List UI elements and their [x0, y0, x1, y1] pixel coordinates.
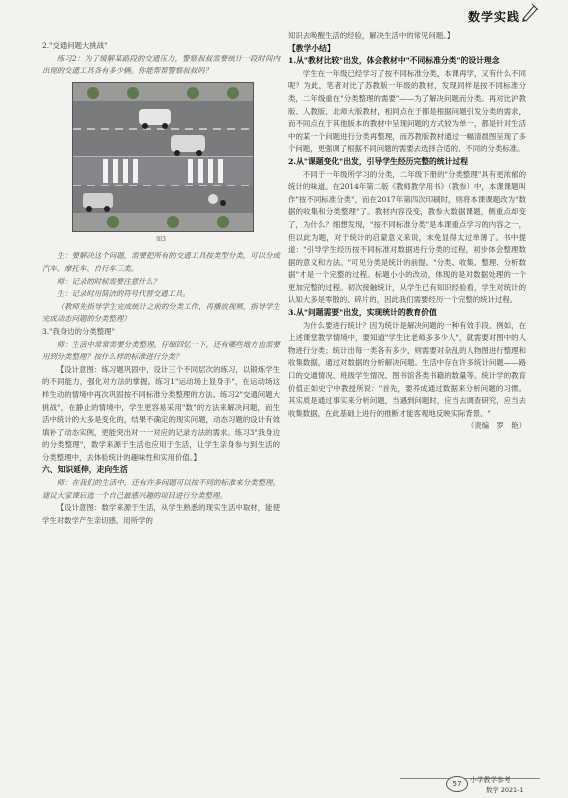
summary-point-1-text: 学生在一年级已经学习了按不同标准分类，本课再学，又有什么不同呢？为此，笔者对比了苏教版一年级的教材，发现同样是按不同标准分类，二年级重在"分类整理的需要"——为了解决问题而分类。再对比沪教版、人教版、北师大版教材，相同点在于都是根据问题引发分类的需求，而不同点在于其他版本的教材中呈现问题的方式较为单一，都是针对生活中的某一个问题进行分类再整理，而苏教版教材通过一幅清晨图呈现了多个问题，更强调了根据不同问题的需要去选择合适的、不同的分类标准。: [288, 68, 526, 154]
student-answer-1: 生：要解决这个问题，需要把所有的交通工具按类型分类，可以分成汽车、摩托车、自行车三类。: [42, 251, 280, 273]
exercise-2-title: 2."交通问题大挑战": [42, 41, 108, 50]
exercise-3-text: 师：生活中常常需要分类整理。仔细回忆一下，还有哪些地方也需要用到分类整理？按什么样的标准进行分类？: [42, 339, 280, 362]
summary-heading: 【教学小结】: [288, 43, 335, 53]
teacher-note: （教师先指导学生完成统计之前的分类工作，再播放视频，指导学生完成动态问题的分类整理）: [42, 301, 280, 324]
journal-issue: 数学 2021-1: [486, 786, 524, 794]
teacher-question: 师：记录的时候需要注意什么？: [56, 276, 161, 286]
editor-credit: （责编 罗 艳）: [466, 421, 526, 431]
exercise-2-text: 练习2：为了缓解某路段的交通压力，警察叔叔需要统计一段时间内出现的交通工具各有多少辆。你能帮帮警察叔叔吗？: [42, 53, 280, 76]
section-six-heading: 六、知识延伸，走向生活: [42, 465, 128, 475]
section-six-text: 师：在我们的生活中，还有许多问题可以按不同的标准来分类整理。建议大家课后选一个自己最感兴趣的项目进行分类整理。: [42, 478, 280, 500]
figure-3-traffic-image: [72, 82, 254, 232]
design-intent-2: 【设计意图：数学来源于生活，从学生熟悉的现实生活中取材，能使学生对数学产生亲切感，用所学的: [42, 503, 280, 525]
student-answer-2: 生：记录时用简洁的符号代替交通工具。: [56, 289, 190, 299]
journal-name: 小学教学参考: [470, 776, 511, 784]
left-column: [42, 40, 280, 527]
right-column: [288, 30, 526, 433]
summary-point-2-heading: 2.从"课题变化"出发，引导学生经历完整的统计过程: [288, 156, 468, 166]
page-footer: [0, 770, 568, 798]
continued-text: 知识去唤醒生活的经验，解决生活中的常见问题。】: [288, 31, 455, 40]
design-intent-1: 【设计意图：练习题巩固中，设计三个不同层次的练习，以锻炼学生的不同能力，强化对方法的掌握。练习1"运动场上显身手"，在运动场这样生动的情境中再次巩固按不同标准分类整理的方法。练习2"交通问题大挑战"，在静止的情境中，学生更容易采用"数"的方法来解决问题，而生活中统计的大多是变化的，结果不确定的现实问题，动态习题的设计有效填补了动态实例，更能突出对一一对应的记录方法的需求。练习3"我身边的分类整理"，数学来源于生活也应用于生活，让学生亲身参与到生活的分类整理中，去体验统计的趣味性和实用价值。】: [42, 364, 280, 462]
figure-caption: 图3: [156, 235, 166, 243]
page-number: 57: [446, 776, 468, 792]
pencil-icon: [520, 2, 540, 22]
exercise-3-title: 3."我身边的分类整理": [42, 326, 115, 336]
summary-point-3-text: 为什么要进行统计？因为统计是解决问题的一种有效手段。例如，在上述课堂教学情境中，要知道"学生比老师多多少人"，就需要对图中的人物进行分类；统计出每一类各有多少，则需要对杂乱的人物图进行整理和收集数据，通过对数据的分析解决问题。生活中存在许多统计问题——路口的交通情况、班级学生情况、图书馆各类书籍的数量等。统计学的教育价值正如史宁中教授所说："首先，要养成通过数据来分析问题的习惯。其实质是通过事实来分析问题，当遇到问题时，应当去调查研究，应当去收集数据，在此基础上进行的推断才能客观地反映实际背景。": [288, 320, 526, 418]
summary-point-2-text: 不同于一年级所学习的分类，二年级下册的"分类整理"具有更浓郁的统计的味道。在2014年第二版《教师教学用书》（教参）中，本课课题叫作"按不同标准分类"，而在2017年第四次印刷时，则将本课课题改为"数据的收集和分类整理"了。教材内容没变，教参大数据课题，侧重点却变了，为什么？细想发现，"按不同标准分类"是本课重点学习的内容之一，但以此为题，对于统计的启蒙意义来说，未免显得太过单薄了。书中提道："引导学生经历按不同标准对数据进行分类的过程，初步体会整理数据的意义和方法。"可见分类是统计的前提。"分类、收集、整理、分析数据"才是一个完整的过程。标题小小的改动，体现的是对数据处理的一个更加完整的过程。初次接触统计，从学生已有知识经验看，学生对统计的认知大多是零散的、碎片的，因此我们需要经历一个完整的统计过程。: [288, 169, 526, 305]
section-header: 数学实践: [467, 10, 520, 24]
summary-point-1-heading: 1.从"教材比较"出发，体会教材中"不同标准分类"的设计理念: [288, 56, 500, 66]
summary-point-3-heading: 3.从"问题需要"出发，实现统计的教育价值: [288, 308, 437, 318]
